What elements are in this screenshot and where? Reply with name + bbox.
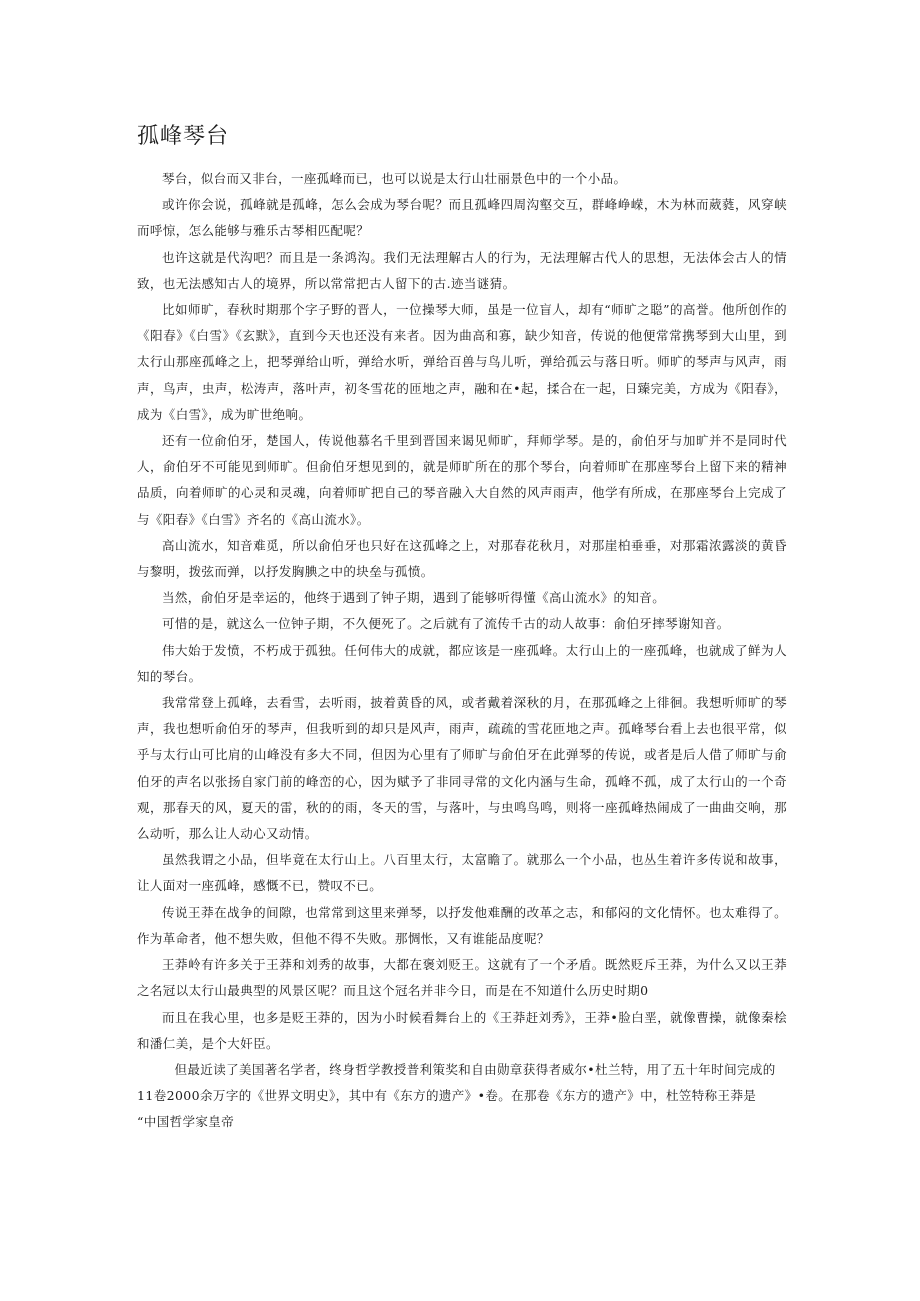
paragraph-1: 琴台，似台而又非台，一座孤峰而已，也可以说是太行山壮丽景色中的一个小品。 xyxy=(162,171,627,186)
paragraph-2: 或许你会说，孤峰就是孤峰，怎么会成为琴台呢？而且孤峰四周沟壑交互，群峰峥嵘，木为林而葳蕤，风穿峡而呼惊，怎么能够与雅乐古琴相匹配呢？ xyxy=(137,197,787,239)
paragraph-11: 虽然我谓之小品，但毕竟在太行山上。八百里太行，太富瞻了。就那么一个小品，也丛生着许多传说和故事，让人面对一座孤峰，感慨不已，赞叹不已。 xyxy=(137,852,787,894)
document-title: 孤峰琴台 xyxy=(137,124,230,149)
paragraph-16: 11卷2000余万字的《世界文明史》，其中有《东方的遗产》•卷。在那卷《东方的遗产》中，杜笠特称王莽是 xyxy=(137,1088,757,1104)
paragraph-15: 但最近读了美国著名学者，终身哲学教授普利策奖和自由勋章获得者威尔•杜兰特，用了五十年时间完成的 xyxy=(174,1061,776,1077)
paragraph-5: 还有一位俞伯牙，楚国人，传说他慕名千里到晋国来谒见师旷，拜师学琴。是的，俞伯牙与加旷并不是同时代人，俞伯牙不可能见到师旷。但俞伯牙想见到的，就是师旷所在的那个琴台，向着师旷在那座琴台上留下来的精神品质，向着师旷的心灵和灵魂，向着师旷把自己的琴音融入大自然的风声雨声，他学有所成，在那座琴台上完成了与《阳春》《白雪》齐名的《高山流水》。 xyxy=(137,433,787,527)
paragraph-13: 王莽岭有许多关于王莽和刘秀的故事，大都在褒刘贬王。这就有了一个矛盾。既然贬斥王莽，为什么又以王莽之名冠以太行山最典型的风景区呢？而且这个冠名并非今日，而是在不知道什么历史时期0 xyxy=(137,957,787,999)
paragraph-9: 伟大始于发愤，不朽成于孤独。任何伟大的成就，都应该是一座孤峰。太行山上的一座孤峰，也就成了鲜为人知的琴台。 xyxy=(137,642,787,684)
paragraph-14: 而且在我心里，也多是贬王莽的，因为小时候看舞台上的《王莽赶刘秀》，王莽•脸白垩，就像曹操，就像秦桧和潘仁美，是个大奸臣。 xyxy=(137,1009,787,1051)
paragraph-7: 当然，俞伯牙是幸运的，他终于遇到了钟子期，遇到了能够听得懂《高山流水》的知音。 xyxy=(162,590,666,606)
paragraph-4: 比如师旷，春秋时期那个字子野的晋人，一位操琴大师，虽是一位盲人，却有“师旷之聪”的高誉。他所创作的《阳春》《白雪》《玄默》，直到今天也还没有来者。因为曲高和寡，缺少知音，传说的他便常常携琴到大山里，到太行山那座孤峰之上，把琴弹给山听，弹给水听，弹给百兽与鸟儿听，弹给孤云与落日听。师旷的琴声与风声，雨声，鸟声，虫声，松涛声，落叶声，初冬雪花的匝地之声，融和在•起，揉合在一起，日臻完美，方成为《阳春》，成为《白雪》，成为旷世绝响。 xyxy=(137,302,787,422)
paragraph-12: 传说王莽在战争的间隙，也常常到这里来弹琴，以抒发他难酬的改革之志，和郁闷的文化情怀。也太难得了。作为革命者，他不想失败，但他不得不失败。那惆怅，又有谁能品度呢？ xyxy=(137,904,787,946)
paragraph-8: 可惜的是，就这么一位钟子期，不久便死了。之后就有了流传千古的动人故事：俞伯牙摔琴谢知音。 xyxy=(162,616,730,632)
paragraph-10: 我常常登上孤峰，去看雪，去听雨，披着黄昏的风，或者戴着深秋的月，在那孤峰之上徘徊。我想听师旷的琴声，我也想听俞伯牙的琴声，但我听到的却只是风声，雨声，疏疏的雪花匝地之声。孤峰琴台看上去也很平常，似乎与太行山可比肩的山峰没有多大不同，但因为心里有了师旷与俞伯牙在此弹琴的传说，或者是后人借了师旷与俞伯牙的声名以张扬自家门前的峰峦的心，因为赋予了非同寻常的文化内涵与生命，孤峰不孤，成了太行山的一个奇观，那春天的风，夏天的雷，秋的的雨，冬天的雪，与落叶，与虫鸣鸟鸣，则将一座孤峰热闹成了一曲曲交响，那么动听，那么让人动心又动情。 xyxy=(137,695,787,842)
paragraph-3: 也许这就是代沟吧？而且是一条鸿沟。我们无法理解古人的行为，无法理解古代人的思想，无法体会古人的情致，也无法感知古人的境界，所以常常把古人留下的古.迹当谜猜。 xyxy=(137,249,787,291)
paragraph-6: 高山流水，知音难觅，所以俞伯牙也只好在这孤峰之上，对那春花秋月，对那崖柏垂垂，对那霜浓露淡的黄昏与黎明，拨弦而弹，以抒发胸腆之中的块垒与孤愤。 xyxy=(137,537,787,580)
paragraph-17: “中国哲学家皇帝 xyxy=(137,1114,235,1130)
document-page xyxy=(137,120,787,1136)
